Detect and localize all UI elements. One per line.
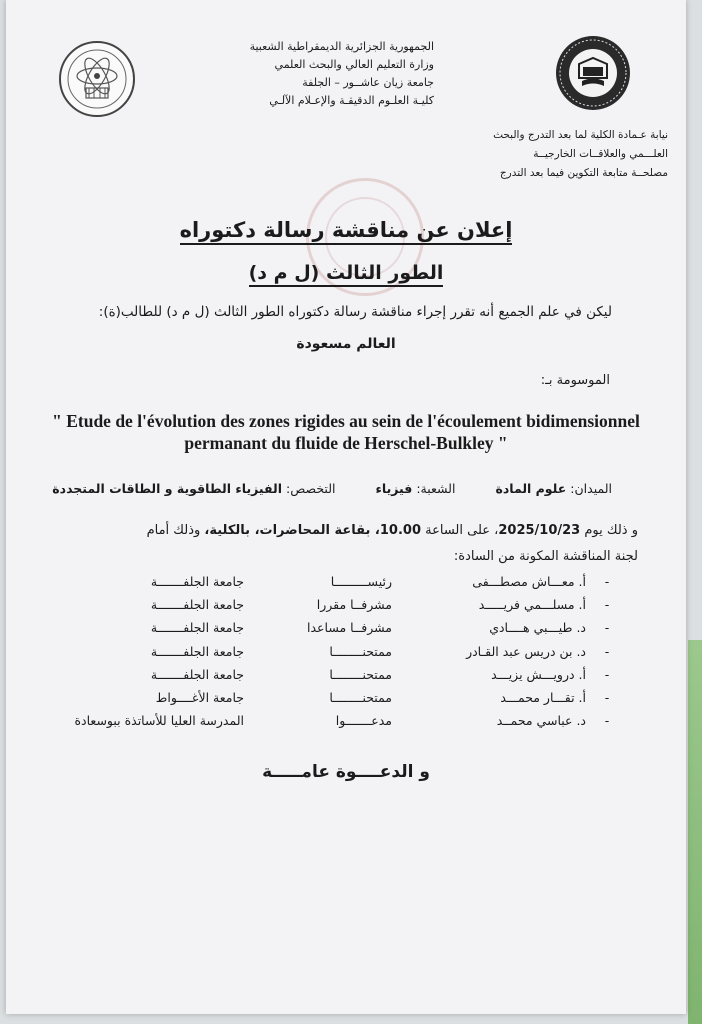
jury-row: - د. بن دريس عبد القـادر ممتحنــــــــا جامعة الجلفـــــــة — [34, 644, 614, 667]
field-info-row — [12, 481, 612, 496]
jury-name: أ. مسلـــمي فريـــــد — [478, 597, 586, 613]
jury-row: - أ. درويـــش يزيـــد ممتحنــــــــا جامعة الجلفـــــــة — [34, 667, 614, 690]
announcement-title: إعلان عن مناقشة رسالة دكتوراه — [6, 218, 686, 242]
jury-row: - أ. تقـــار محمـــد ممتحنــــــــا جامعة الأغــــواط — [34, 690, 614, 713]
faculty-name: كليـة العلـوم الدقيقـة والإعـلام الآلـي — [269, 94, 434, 107]
jury-name: د. طيـــبي هــــادي — [489, 620, 586, 636]
defense-date: 2025/10/23 — [498, 523, 581, 538]
admin-line: نيابة عـمادة الكلية لما بعد التدرج والبحث — [493, 129, 668, 141]
admin-line: مصلحــة متابعة التكوين فيما بعد التدرج — [499, 167, 668, 179]
header-institution-block — [204, 38, 434, 110]
domain-info: الميدان: علوم المادة — [495, 481, 612, 496]
jury-university: جامعة الجلفـــــــة — [150, 620, 244, 636]
faculty-logo-icon — [58, 40, 136, 118]
jury-role: ممتحنــــــــا — [329, 689, 392, 705]
jury-role: مشرفــا مقررا — [316, 597, 392, 613]
jury-name: أ. تقـــار محمـــد — [500, 689, 586, 705]
jury-row: - أ. مسلـــمي فريـــــد مشرفــا مقررا جامعة الجلفـــــــة — [34, 597, 614, 620]
jury-university: جامعة الجلفـــــــة — [150, 666, 244, 682]
header-admin-block — [408, 126, 668, 183]
jury-role: ممتحنــــــــا — [329, 643, 392, 659]
admin-line: العلـــمي والعلاقــات الخارجيــة — [533, 148, 668, 160]
jury-row: - د. عباسي محمــد مدعـــــــوا المدرسة العليا للأساتذة ببوسعادة — [34, 713, 614, 736]
schedule-text — [28, 518, 638, 570]
jury-row: - أ. معـــاش مصطـــفى رئيســـــــــا جامعة الجلفـــــــة — [34, 574, 614, 597]
defense-time: 10.00 — [379, 523, 421, 538]
jury-role: مدعـــــــوا — [335, 713, 392, 729]
thesis-title: " Etude de l'évolution des zones rigides au sein de l'écoulement bidimensionnel permanant du fluide de Herschel-Bulkley " — [52, 411, 640, 453]
university-name: جامعة زيان عاشــور – الجلفة — [302, 76, 434, 89]
jury-university: جامعة الجلفـــــــة — [150, 574, 244, 589]
branch-info: الشعبة: فيزياء — [375, 481, 456, 496]
schedule-line-2: لجنة المناقشة المكونة من السادة: — [453, 549, 638, 564]
defense-place: ، بقاعة المحاضرات، بالكلية، — [204, 523, 380, 538]
jury-name: أ. درويـــش يزيـــد — [491, 666, 586, 682]
jury-university: جامعة الجلفـــــــة — [150, 597, 244, 613]
university-djelfa-logo-icon — [554, 34, 632, 112]
jury-university: جامعة الأغــــواط — [155, 689, 244, 705]
jury-name: د. عباسي محمــد — [496, 713, 586, 729]
closing-invitation: و الدعــــوة عامـــــة — [262, 762, 430, 782]
republic-name: الجمهورية الجزائرية الديمقراطية الشعبية — [249, 40, 434, 53]
jury-row: - د. طيـــبي هــــادي مشرفــا مساعدا جامعة الجلفـــــــة — [34, 620, 614, 643]
student-name: العالم مسعودة — [296, 336, 396, 352]
titled-label: الموسومة بـ: — [540, 373, 610, 388]
background-green-stripe — [688, 640, 702, 1024]
announcement-sheet — [6, 0, 686, 1014]
jury-role: رئيســـــــــا — [330, 574, 392, 589]
jury-role: مشرفــا مساعدا — [307, 620, 392, 636]
speciality-info: التخصص: الفيزياء الطاقوية و الطاقات المتجددة — [52, 481, 336, 496]
jury-list — [34, 574, 614, 736]
jury-university: جامعة الجلفـــــــة — [150, 643, 244, 659]
jury-name: أ. معـــاش مصطـــفى — [472, 574, 586, 589]
jury-role: ممتحنــــــــا — [329, 666, 392, 682]
ministry-name: وزارة التعليم العالي والبحث العلمي — [274, 58, 434, 71]
jury-name: د. بن دريس عبد القـادر — [466, 643, 586, 659]
intro-text: ليكن في علم الجميع أنه تقرر إجراء مناقشة رسالة دكتوراه الطور الثالث (ل م د) للطالب(ة): — [98, 304, 612, 320]
schedule-line-1: و ذلك يوم 2025/10/23، على الساعة 10.00، بقاعة المحاضرات، بالكلية، وذلك أمام — [146, 523, 638, 538]
announcement-subtitle: الطور الثالث (ل م د) — [6, 262, 686, 284]
jury-university: المدرسة العليا للأساتذة ببوسعادة — [74, 713, 244, 729]
